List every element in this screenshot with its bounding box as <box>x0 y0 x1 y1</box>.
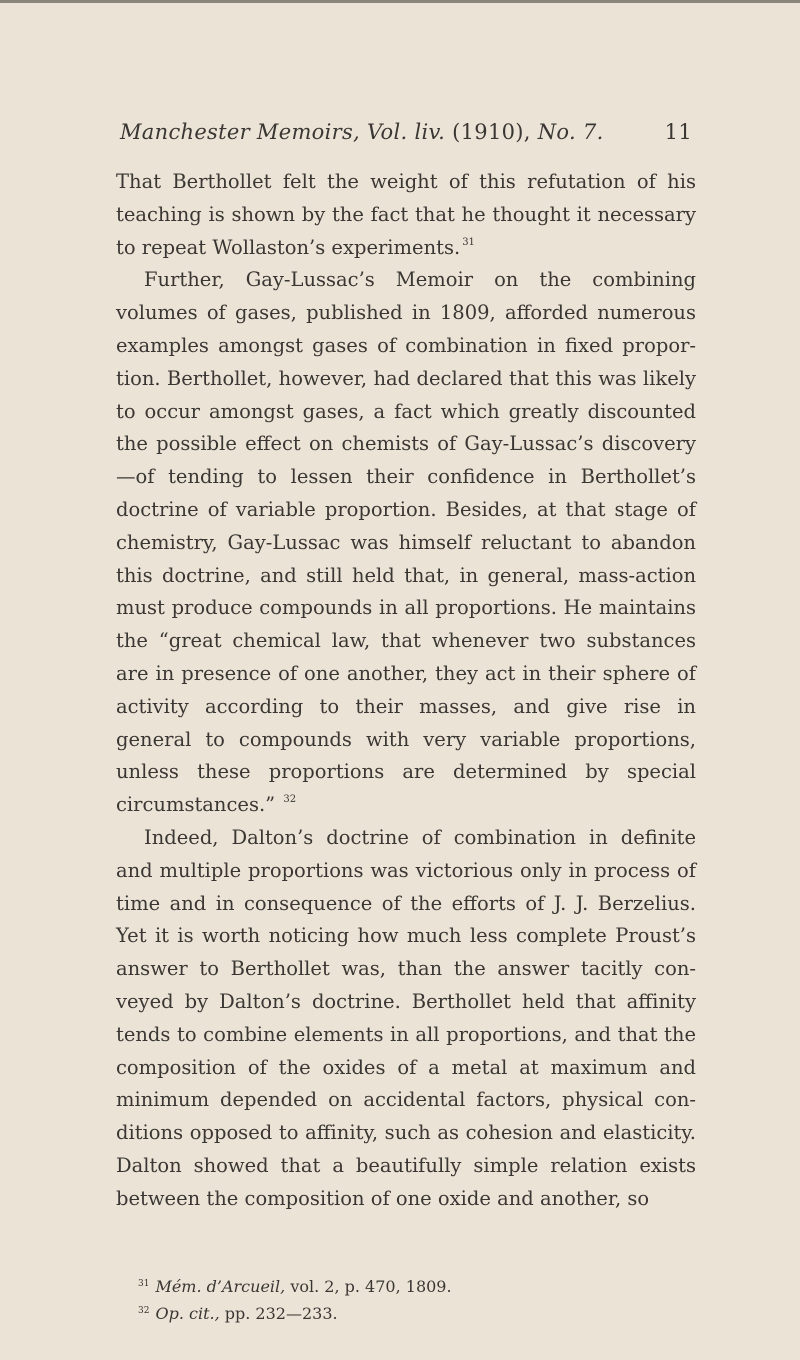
body-text <box>116 166 696 1216</box>
footnote-mark: 32 <box>138 1306 150 1316</box>
paragraph: Further, Gay-Lussac’s Memoir on the combining volumes of gases, published in 1809, afforded numerous examples amongst gases of combination in fixed proportion. Berthollet, however, had declared that this was likely to occur amongst gases, a fact which greatly discounted the possible effect on chemists of Gay-Lussac’s discovery—of tending to lessen their confidence in Berthollet’s doctrine of variable proportion. Besides, at that stage of chemistry, Gay-Lussac was himself reluctant to abandon this doctrine, and still held that, in general, mass-action must produce compounds in all proportions. He maintains the “great chemical law, that whenever two substances are in presence of one another, they act in their sphere of activity according to their masses, and give rise in general to compounds with very variable proportions, unless these proportions are determined by special circumstances.” $^{32}$ <box>116 268 696 817</box>
year-label: (1910), <box>452 120 531 144</box>
journal-name: Manchester Memoirs <box>120 120 354 144</box>
issue-number: No. 7. <box>537 120 604 144</box>
footnote-ref: 32 <box>283 794 297 806</box>
volume-label: Vol. liv. <box>367 120 446 144</box>
paragraph: That Berthollet felt the weight of this refutation of his teaching is shown by the fact that he thought it necessary to repeat Wollaston’s experiments. $^{31}$ <box>116 170 696 259</box>
running-head <box>120 120 692 150</box>
page-number: 11 <box>664 120 692 144</box>
paragraph: Indeed, Dalton’s doctrine of combination in definite and multiple proportions was victorious only in process of time and in consequence of the efforts of J. J. Berzelius. Yet it is worth noticing how much less complete Proust’s answer to Berthollet was, than the answer tacitly conveyed by Dalton’s doctrine. Berthollet held that affinity tends to combine elements in all proportions, and that the composition of the oxides of a metal at maximum and minimum depended on accidental factors, physical conditions opposed to affinity, such as cohesion and elasticity. Dalton showed that a beautifully simple relation exists between the composition of one oxide and another, so <box>116 825 696 1210</box>
footnote-mark: 31 <box>138 1279 150 1289</box>
footnotes <box>138 1272 698 1326</box>
footnote <box>138 1299 698 1326</box>
top-edge-rule <box>0 0 800 3</box>
footnote-source: Op. cit., <box>155 1304 220 1323</box>
running-head-title: Manchester Memoirs, Vol. liv. (1910), No. 7. <box>120 120 604 144</box>
footnote-detail: vol. 2, p. 470, 1809. <box>290 1277 452 1296</box>
footnote-detail: pp. 232—233. <box>224 1304 338 1323</box>
footnote-source: Mém. d’Arcueil, <box>155 1277 286 1296</box>
footnote <box>138 1272 698 1299</box>
footnote-ref: 31 <box>462 236 475 248</box>
